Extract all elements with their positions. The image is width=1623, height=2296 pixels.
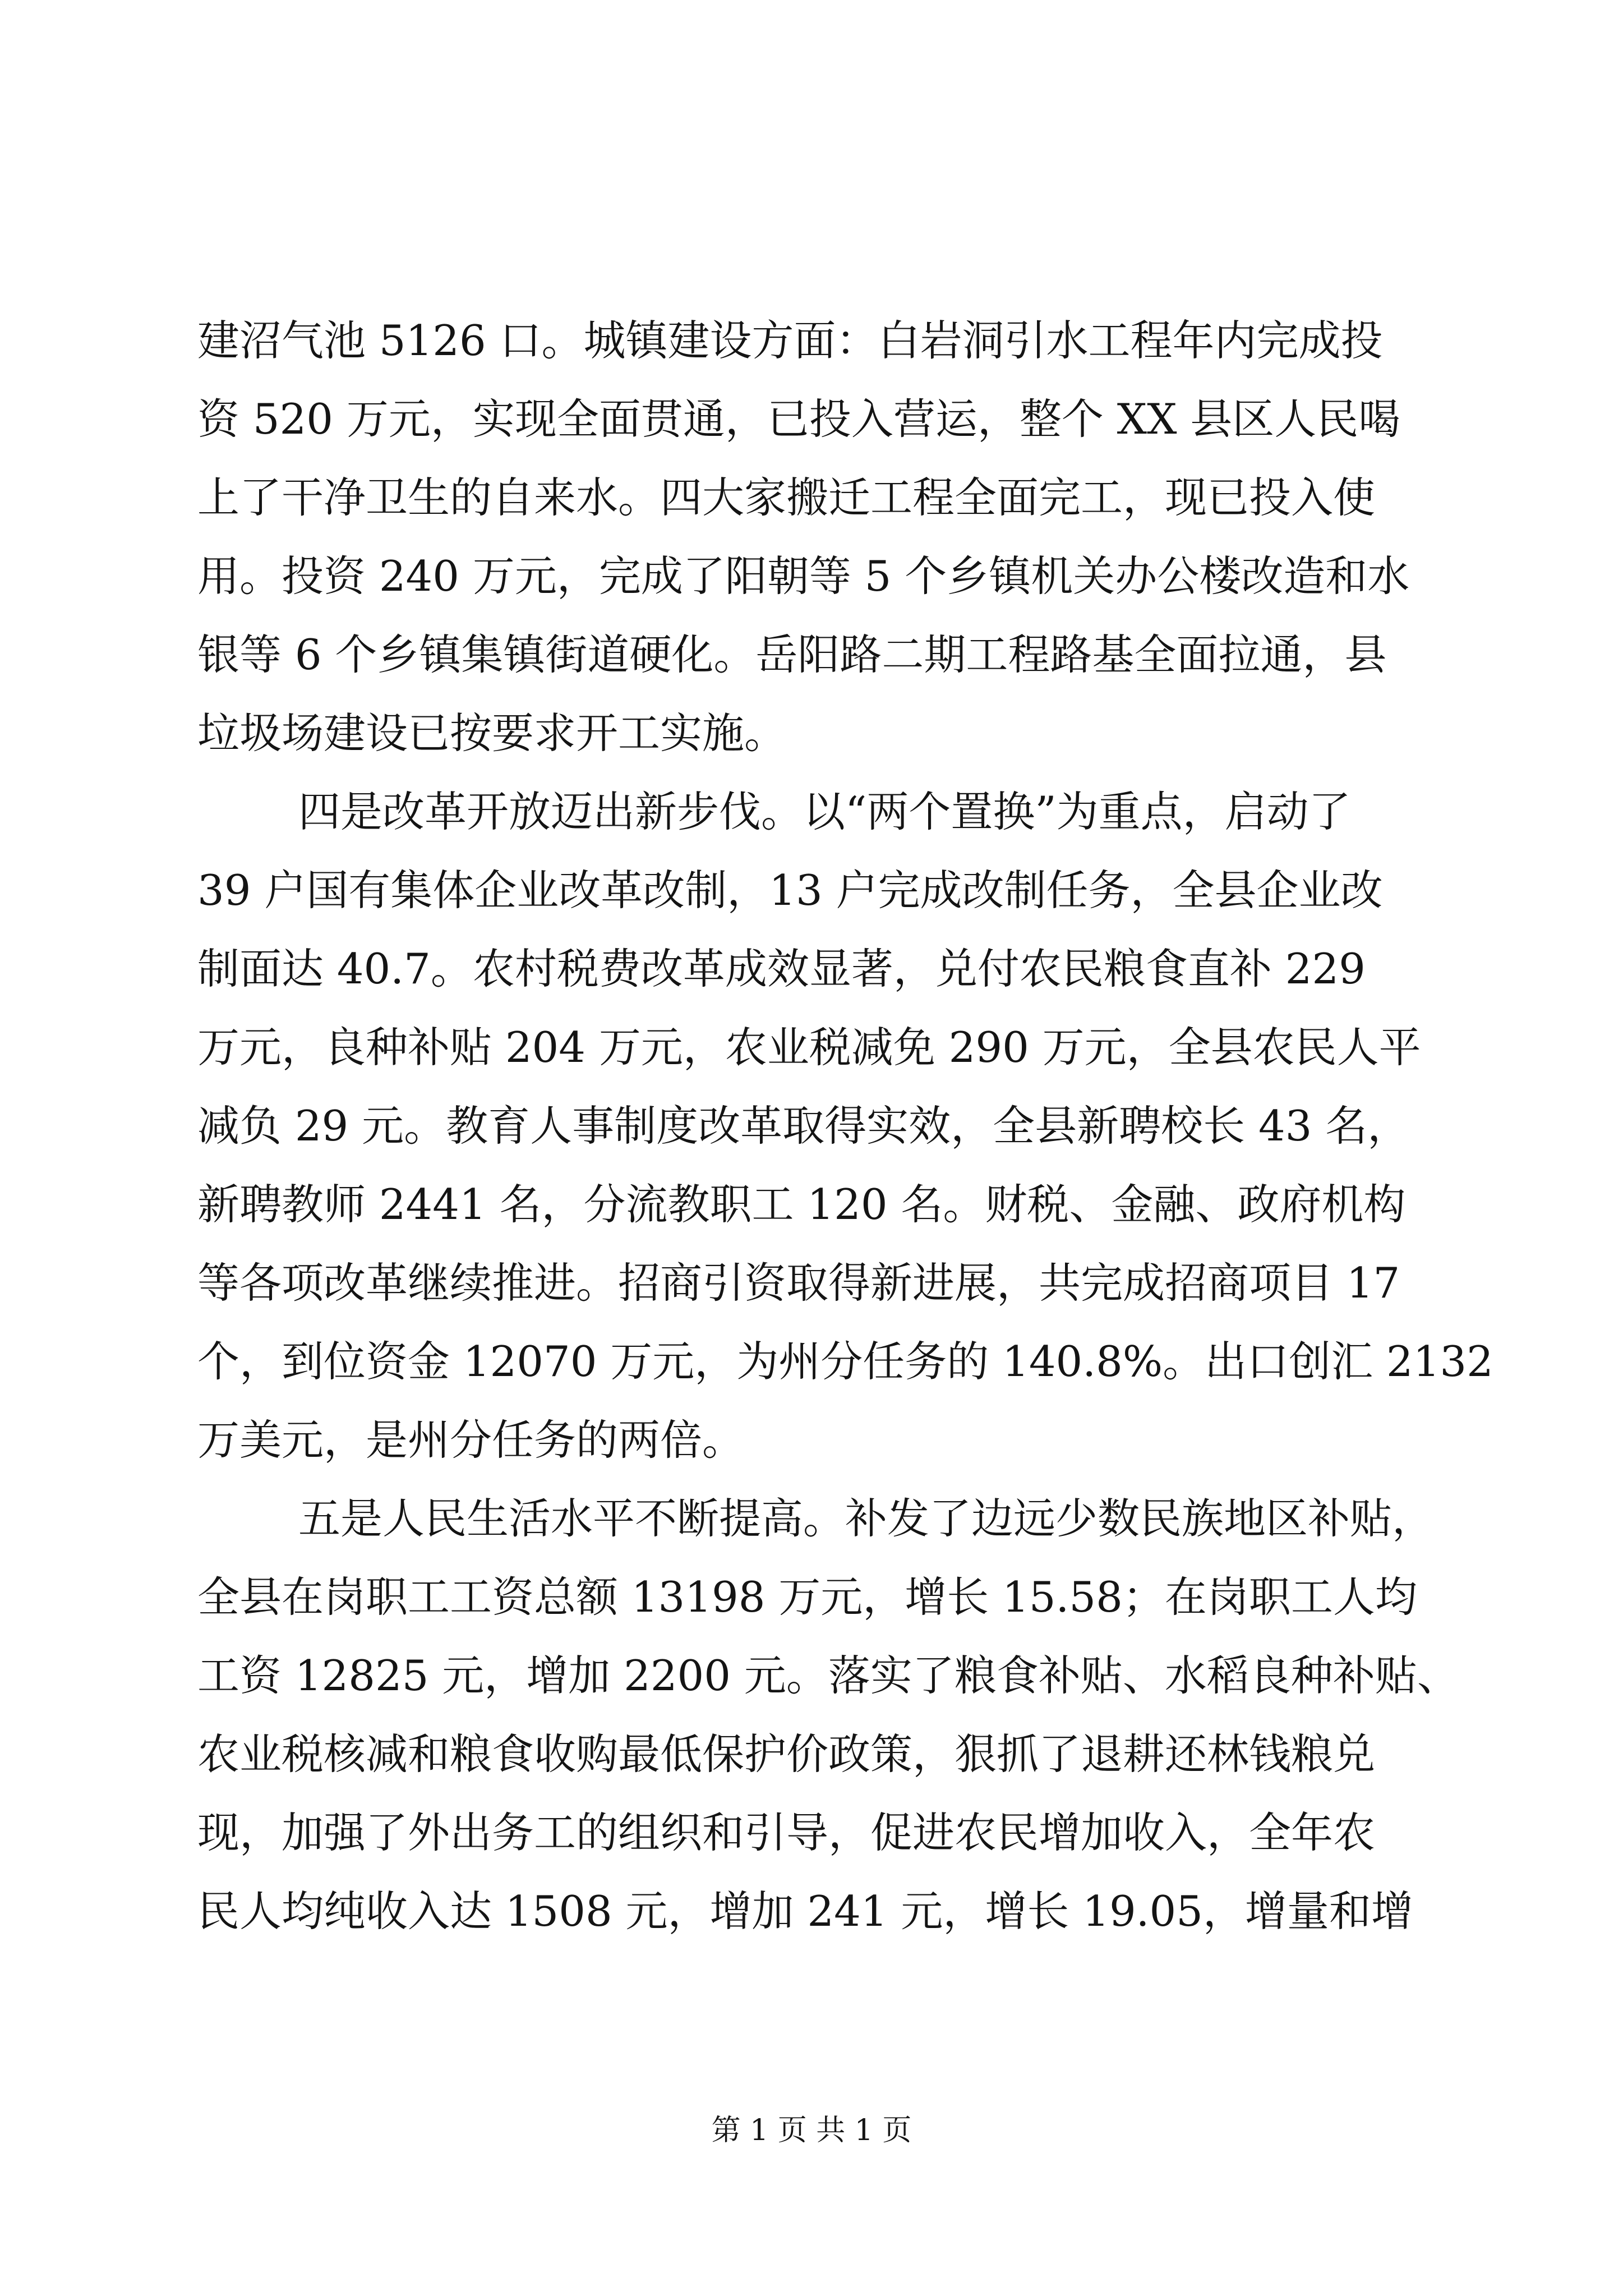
text-line: 上了干净卫生的自来水。四大家搬迁工程全面完工，现已投入使 — [197, 473, 1376, 522]
text-line: 现，加强了外出务工的组织和引导，促进农民增加收入，全年农 — [197, 1808, 1376, 1857]
text-line: 新聘教师 2441 名，分流教职工 120 名。财税、金融、政府机构 — [197, 1180, 1406, 1229]
text-line: 银等 6 个乡镇集镇街道硬化。岳阳路二期工程路基全面拉通，县 — [197, 630, 1387, 679]
text-line: 制面达 40.7。农村税费改革成效显著，兑付农民粮食直补 229 — [197, 944, 1366, 993]
paragraph-start-line: 五是人民生活水平不断提高。补发了边远少数民族地区补贴， — [298, 1494, 1435, 1543]
text-line: 用。投资 240 万元，完成了阳朝等 5 个乡镇机关办公楼改造和水 — [197, 551, 1410, 601]
text-line: 万元，良种补贴 204 万元，农业税减免 290 万元，全县农民人平 — [197, 1023, 1421, 1072]
text-line: 等各项改革继续推进。招商引资取得新进展，共完成招商项目 17 — [197, 1258, 1400, 1308]
text-line: 资 520 万元，实现全面贯通，已投入营运，整个 XX 县区人民喝 — [197, 394, 1401, 444]
text-line: 工资 12825 元，增加 2200 元。落实了粮食补贴、水稻良种补贴、 — [197, 1651, 1459, 1700]
text-line: 民人均纯收入达 1508 元，增加 241 元，增长 19.05，增量和增 — [197, 1887, 1413, 1936]
page-footer: 第 1 页 共 1 页 — [711, 2114, 912, 2147]
text-line: 垃圾场建设已按要求开工实施。 — [197, 708, 787, 758]
text-line: 减负 29 元。教育人事制度改革取得实效，全县新聘校长 43 名， — [197, 1101, 1410, 1151]
text-line: 建沼气池 5126 口。城镇建设方面：白岩洞引水工程年内完成投 — [197, 316, 1383, 365]
text-line: 万美元，是州分任务的两倍。 — [197, 1415, 745, 1465]
text-line: 39 户国有集体企业改革改制，13 户完成改制任务，全县企业改 — [197, 866, 1383, 915]
text-line: 农业税核减和粮食收购最低保护价政策，狠抓了退耕还林钱粮兑 — [197, 1729, 1376, 1779]
paragraph-start-line: 四是改革开放迈出新步伐。以“两个置换”为重点，启动了 — [298, 787, 1351, 836]
text-line: 个，到位资金 12070 万元，为州分任务的 140.8%。出口创汇 2132 — [197, 1337, 1493, 1386]
text-line: 全县在岗职工工资总额 13198 万元，增长 15.58；在岗职工人均 — [197, 1572, 1417, 1622]
